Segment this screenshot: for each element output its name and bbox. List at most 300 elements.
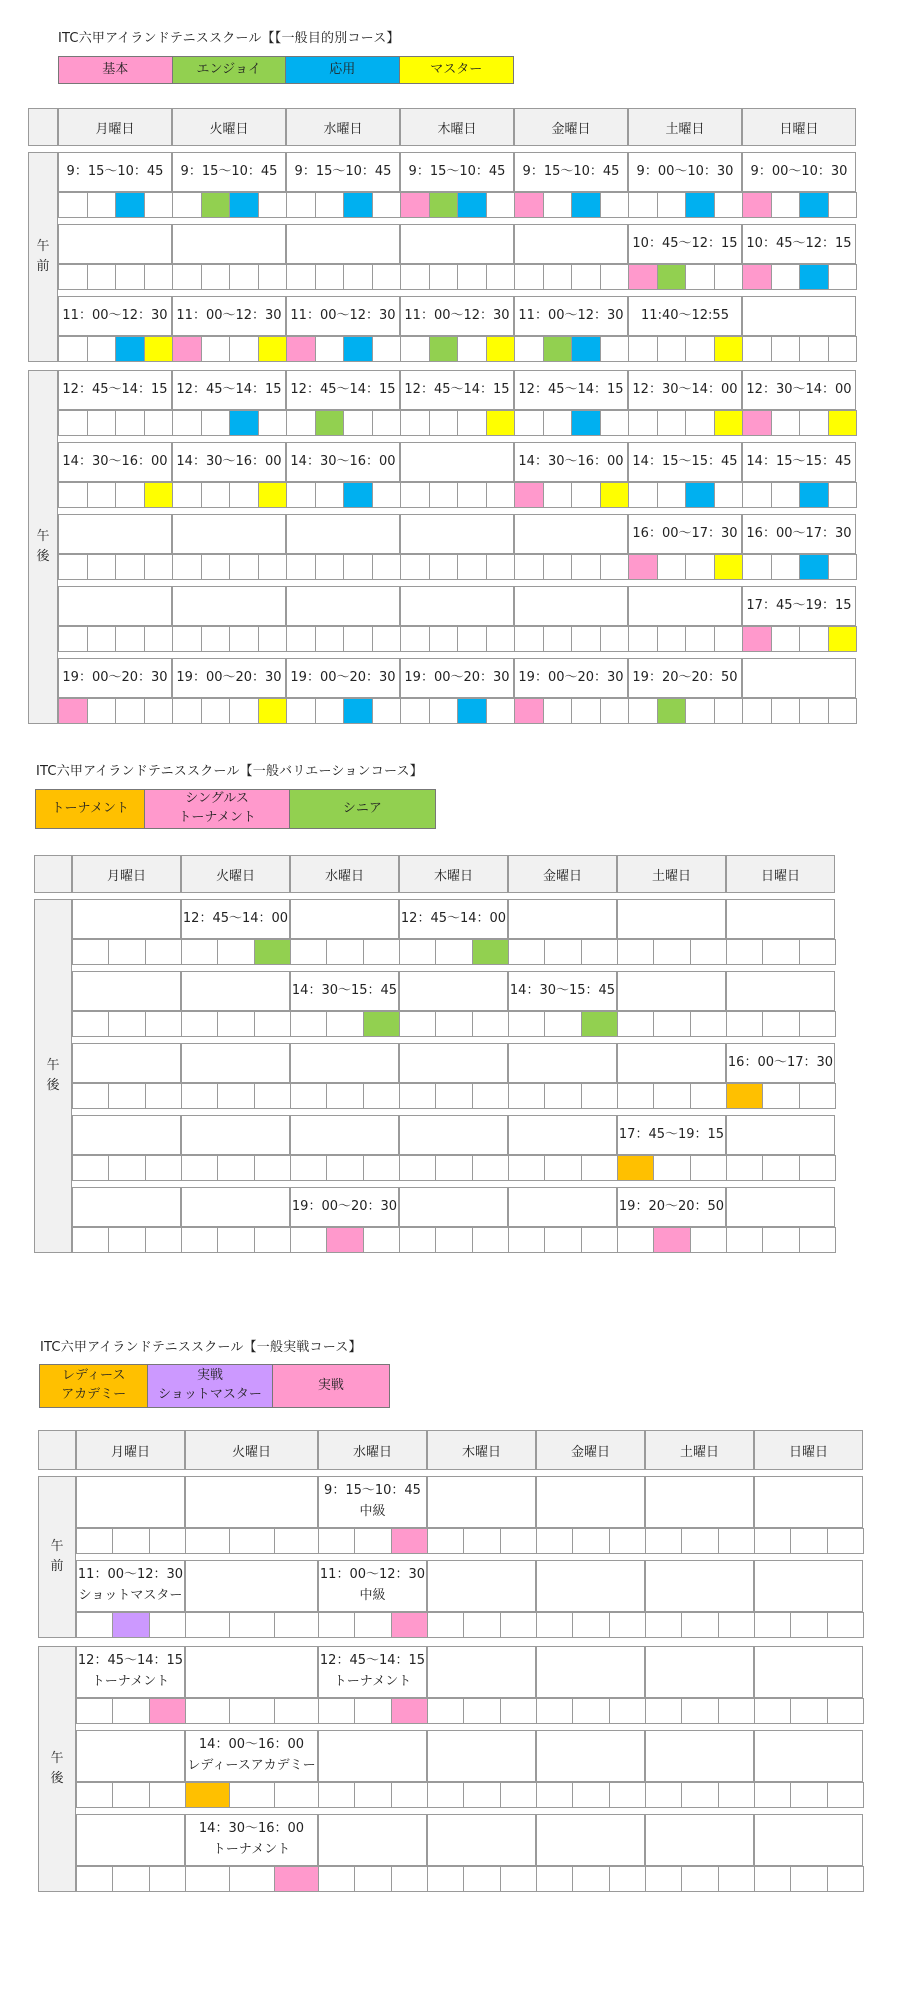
time-slot: 19：00〜20：30 [290, 1187, 399, 1227]
course-slot-empty [762, 1155, 799, 1181]
course-slot-empty [600, 554, 630, 580]
day-header: 木曜日 [399, 855, 508, 893]
course-slot-empty [217, 1083, 254, 1109]
course-slot-empty [571, 698, 601, 724]
time-slot [617, 899, 726, 939]
course-slot-empty [799, 1083, 836, 1109]
course-mark-ouyou [229, 410, 259, 436]
course-slot-empty [762, 1083, 799, 1109]
course-mark-kihon [628, 554, 658, 580]
course-slot-empty [315, 192, 345, 218]
course-mark-shot [112, 1612, 149, 1638]
course-slot-empty [144, 698, 174, 724]
time-slot [742, 658, 856, 698]
course-slot-empty [144, 410, 174, 436]
course-slot-empty [581, 1155, 618, 1181]
course-slot-empty [657, 336, 687, 362]
section-1-title: ITC六甲アイランドテニススクール【【一般目的別コース】 [58, 31, 400, 46]
course-slot-empty [354, 1612, 391, 1638]
course-slot-empty [286, 626, 316, 652]
time-slot [58, 224, 172, 264]
legend-master: マスター [400, 57, 514, 83]
course-slot-empty [514, 410, 544, 436]
time-slot [76, 1730, 185, 1782]
course-slot-empty [463, 1866, 500, 1892]
time-slot: 14：30〜16：00 [58, 442, 172, 482]
course-slot-empty [486, 626, 516, 652]
legend-ouyou: 応用 [286, 57, 400, 83]
time-slot [286, 514, 400, 554]
course-slot-empty [145, 1155, 182, 1181]
course-slot-empty [400, 264, 430, 290]
course-slot-empty [115, 698, 145, 724]
course-slot-empty [290, 1011, 327, 1037]
course-slot-empty [508, 1155, 545, 1181]
section-1-legend [58, 56, 514, 84]
course-slot-empty [771, 554, 801, 580]
course-slot-empty [500, 1528, 537, 1554]
course-slot-empty [657, 482, 687, 508]
time-slot: 12：45〜14：15 [514, 370, 628, 410]
course-slot-empty [400, 554, 430, 580]
course-mark-kihon [514, 698, 544, 724]
course-slot-empty [685, 410, 715, 436]
course-slot-empty [181, 1227, 218, 1253]
time-slot [185, 1476, 318, 1528]
course-mark-enjoy [201, 192, 231, 218]
time-slot [645, 1814, 754, 1866]
time-slot: 9：15〜10：45 [172, 152, 286, 192]
time-slot [754, 1730, 863, 1782]
course-slot-empty [726, 1155, 763, 1181]
course-slot-empty [827, 1782, 864, 1808]
course-slot-empty [258, 554, 288, 580]
course-slot-empty [108, 1227, 145, 1253]
course-slot-empty [343, 554, 373, 580]
course-slot-empty [429, 264, 459, 290]
course-mark-kihon [742, 192, 772, 218]
course-slot-empty [72, 1227, 109, 1253]
course-slot-empty [714, 264, 744, 290]
course-mark-enjoy [543, 336, 573, 362]
legend-senior: シニア [290, 790, 435, 828]
course-slot-empty [354, 1782, 391, 1808]
course-slot-empty [76, 1866, 113, 1892]
course-mark-master [486, 410, 516, 436]
course-mark-kihon [172, 336, 202, 362]
course-slot-empty [628, 482, 658, 508]
course-slot-empty [87, 698, 117, 724]
course-slot-empty [144, 626, 174, 652]
course-mark-ouyou [343, 698, 373, 724]
time-slot: 19：00〜20：30 [514, 658, 628, 698]
course-slot-empty [754, 1698, 791, 1724]
course-slot-empty [326, 1011, 363, 1037]
course-mark-ladies [185, 1782, 230, 1808]
time-slot [400, 586, 514, 626]
course-mark-kihon [400, 192, 430, 218]
course-slot-empty [258, 410, 288, 436]
time-slot: 19：00〜20：30 [400, 658, 514, 698]
time-slot: 9：15〜10：45 [400, 152, 514, 192]
course-slot-empty [372, 482, 402, 508]
time-slot [72, 899, 181, 939]
course-slot-empty [315, 336, 345, 362]
course-slot-empty [76, 1612, 113, 1638]
course-slot-empty [486, 698, 516, 724]
course-slot-empty [762, 1227, 799, 1253]
time-slot [427, 1476, 536, 1528]
course-slot-empty [544, 1011, 581, 1037]
period-label: 午 後 [34, 899, 72, 1253]
course-slot-empty [286, 264, 316, 290]
time-slot: 12：45〜14：15 [400, 370, 514, 410]
course-slot-empty [181, 1011, 218, 1037]
course-slot-empty [274, 1698, 319, 1724]
course-slot-empty [363, 1083, 400, 1109]
course-slot-empty [144, 192, 174, 218]
course-mark-kihon [514, 482, 544, 508]
course-mark-senior [254, 939, 291, 965]
course-mark-ouyou [457, 192, 487, 218]
course-slot-empty [343, 410, 373, 436]
course-slot-empty [600, 192, 630, 218]
course-mark-jissen [274, 1866, 319, 1892]
course-slot-empty [726, 1011, 763, 1037]
time-slot [172, 514, 286, 554]
course-slot-empty [508, 939, 545, 965]
course-slot-empty [500, 1612, 537, 1638]
course-mark-senior [581, 1011, 618, 1037]
course-slot-empty [790, 1866, 827, 1892]
time-slot: 11：00〜12：30 [58, 296, 172, 336]
course-slot-empty [754, 1782, 791, 1808]
time-slot [181, 1115, 290, 1155]
time-slot [726, 971, 835, 1011]
course-slot-empty [145, 939, 182, 965]
course-slot-empty [543, 410, 573, 436]
course-slot-empty [76, 1782, 113, 1808]
day-header: 日曜日 [754, 1430, 863, 1470]
course-slot-empty [201, 410, 231, 436]
course-slot-empty [718, 1528, 755, 1554]
course-slot-empty [457, 554, 487, 580]
time-slot: 17：45〜19：15 [617, 1115, 726, 1155]
course-slot-empty [457, 410, 487, 436]
course-mark-ouyou [343, 482, 373, 508]
course-slot-empty [543, 264, 573, 290]
day-header: 金曜日 [536, 1430, 645, 1470]
course-slot-empty [115, 626, 145, 652]
day-header: 金曜日 [514, 108, 628, 146]
time-slot: 17：45〜19：15 [742, 586, 856, 626]
course-slot-empty [149, 1612, 186, 1638]
course-slot-empty [543, 192, 573, 218]
course-slot-empty [315, 264, 345, 290]
course-slot-empty [799, 410, 829, 436]
course-slot-empty [286, 192, 316, 218]
course-slot-empty [108, 1011, 145, 1037]
time-slot [72, 1187, 181, 1227]
course-mark-ouyou [799, 192, 829, 218]
course-slot-empty [290, 1227, 327, 1253]
time-slot: 16：00〜17：30 [742, 514, 856, 554]
course-slot-empty [714, 698, 744, 724]
course-slot-empty [828, 264, 858, 290]
course-slot-empty [149, 1866, 186, 1892]
course-slot-empty [172, 698, 202, 724]
course-slot-empty [472, 1083, 509, 1109]
course-slot-empty [391, 1782, 428, 1808]
course-slot-empty [87, 336, 117, 362]
course-slot-empty [486, 264, 516, 290]
time-slot [427, 1730, 536, 1782]
time-slot [399, 971, 508, 1011]
course-slot-empty [544, 939, 581, 965]
course-slot-empty [87, 482, 117, 508]
course-slot-empty [363, 1155, 400, 1181]
course-slot-empty [229, 1866, 274, 1892]
course-slot-empty [318, 1528, 355, 1554]
course-slot-empty [201, 336, 231, 362]
course-slot-empty [326, 939, 363, 965]
course-slot-empty [799, 698, 829, 724]
course-slot-empty [463, 1782, 500, 1808]
course-slot-empty [274, 1782, 319, 1808]
course-mark-kihon [514, 192, 544, 218]
course-slot-empty [653, 939, 690, 965]
course-slot-empty [657, 192, 687, 218]
legend-tournament: トーナメント [36, 790, 145, 828]
day-header: 水曜日 [286, 108, 400, 146]
course-slot-empty [201, 482, 231, 508]
course-slot-empty [500, 1698, 537, 1724]
time-slot: 11：00〜12：30 ショットマスター [76, 1560, 185, 1612]
course-mark-master [714, 554, 744, 580]
legend-shot-master: 実戦 ショットマスター [148, 1365, 272, 1407]
course-slot-empty [514, 336, 544, 362]
course-slot-empty [399, 1011, 436, 1037]
course-slot-empty [617, 1227, 654, 1253]
period-label: 午 後 [38, 1646, 76, 1892]
course-slot-empty [112, 1698, 149, 1724]
course-slot-empty [286, 698, 316, 724]
course-slot-empty [600, 336, 630, 362]
course-slot-empty [681, 1612, 718, 1638]
course-slot-empty [799, 1155, 836, 1181]
course-mark-kihon [742, 626, 772, 652]
section-3-schedule-grid [38, 1430, 863, 1900]
course-slot-empty [115, 554, 145, 580]
time-slot [399, 1115, 508, 1155]
course-slot-empty [685, 698, 715, 724]
time-slot: 12：30〜14：00 [628, 370, 742, 410]
course-slot-empty [87, 626, 117, 652]
course-slot-empty [372, 698, 402, 724]
course-slot-empty [572, 1698, 609, 1724]
course-mark-ouyou [799, 554, 829, 580]
course-slot-empty [827, 1612, 864, 1638]
day-header: 木曜日 [400, 108, 514, 146]
course-slot-empty [286, 554, 316, 580]
course-slot-empty [799, 336, 829, 362]
course-slot-empty [508, 1011, 545, 1037]
course-slot-empty [400, 410, 430, 436]
course-slot-empty [315, 482, 345, 508]
course-mark-ouyou [685, 482, 715, 508]
course-slot-empty [681, 1782, 718, 1808]
time-slot [290, 1043, 399, 1083]
course-slot-empty [609, 1866, 646, 1892]
course-mark-master [714, 336, 744, 362]
course-mark-enjoy [657, 698, 687, 724]
time-slot [76, 1814, 185, 1866]
course-slot-empty [229, 264, 259, 290]
time-slot [400, 514, 514, 554]
course-slot-empty [290, 1155, 327, 1181]
course-mark-kihon [628, 264, 658, 290]
time-slot [536, 1646, 645, 1698]
time-slot [742, 296, 856, 336]
day-header: 土曜日 [617, 855, 726, 893]
course-slot-empty [508, 1227, 545, 1253]
course-mark-kihon [742, 410, 772, 436]
course-mark-master [144, 482, 174, 508]
course-slot-empty [790, 1528, 827, 1554]
course-slot-empty [463, 1612, 500, 1638]
course-slot-empty [754, 1866, 791, 1892]
course-slot-empty [290, 939, 327, 965]
course-slot-empty [457, 626, 487, 652]
course-slot-empty [514, 554, 544, 580]
course-slot-empty [58, 192, 88, 218]
course-slot-empty [58, 626, 88, 652]
day-header: 月曜日 [58, 108, 172, 146]
course-slot-empty [372, 336, 402, 362]
course-slot-empty [372, 410, 402, 436]
course-slot-empty [318, 1698, 355, 1724]
legend-singles-tournament: シングルス トーナメント [145, 790, 289, 828]
time-slot: 14：30〜16：00 [172, 442, 286, 482]
time-slot [400, 442, 514, 482]
course-slot-empty [274, 1612, 319, 1638]
time-slot [536, 1476, 645, 1528]
course-slot-empty [714, 482, 744, 508]
time-slot: 14：15〜15：45 [742, 442, 856, 482]
course-mark-master [258, 482, 288, 508]
course-slot-empty [354, 1528, 391, 1554]
header-corner [38, 1430, 76, 1470]
course-mark-ouyou [571, 336, 601, 362]
course-slot-empty [76, 1698, 113, 1724]
course-slot-empty [185, 1698, 230, 1724]
time-slot [72, 971, 181, 1011]
course-slot-empty [827, 1528, 864, 1554]
day-header: 水曜日 [318, 1430, 427, 1470]
course-mark-kihon [286, 336, 316, 362]
time-slot: 16：00〜17：30 [726, 1043, 835, 1083]
day-header: 月曜日 [72, 855, 181, 893]
course-slot-empty [690, 1227, 727, 1253]
section-3-title: ITC六甲アイランドテニススクール【一般実戦コース】 [40, 1340, 362, 1355]
day-header: 土曜日 [628, 108, 742, 146]
course-mark-ouyou [685, 192, 715, 218]
course-mark-ouyou [229, 192, 259, 218]
time-slot [427, 1560, 536, 1612]
course-slot-empty [429, 482, 459, 508]
day-header: 土曜日 [645, 1430, 754, 1470]
course-slot-empty [372, 192, 402, 218]
course-slot-empty [536, 1698, 573, 1724]
course-slot-empty [628, 336, 658, 362]
course-slot-empty [172, 626, 202, 652]
course-slot-empty [628, 192, 658, 218]
course-slot-empty [217, 1155, 254, 1181]
time-slot: 12：30〜14：00 [742, 370, 856, 410]
course-slot-empty [544, 1155, 581, 1181]
course-slot-empty [427, 1612, 464, 1638]
course-slot-empty [58, 336, 88, 362]
course-slot-empty [229, 1782, 274, 1808]
course-slot-empty [463, 1698, 500, 1724]
course-slot-empty [799, 939, 836, 965]
time-slot [645, 1730, 754, 1782]
course-slot-empty [185, 1866, 230, 1892]
course-slot-empty [76, 1528, 113, 1554]
course-slot-empty [657, 410, 687, 436]
course-slot-empty [742, 698, 772, 724]
time-slot: 9：15〜10：45 中級 [318, 1476, 427, 1528]
time-slot [181, 971, 290, 1011]
course-mark-ouyou [115, 336, 145, 362]
time-slot [172, 224, 286, 264]
time-slot [72, 1043, 181, 1083]
course-slot-empty [653, 1155, 690, 1181]
course-slot-empty [172, 264, 202, 290]
course-slot-empty [544, 1227, 581, 1253]
course-slot-empty [508, 1083, 545, 1109]
course-slot-empty [429, 554, 459, 580]
legend-jissen: 実戦 [273, 1365, 389, 1407]
time-slot [536, 1730, 645, 1782]
course-mark-enjoy [315, 410, 345, 436]
course-slot-empty [628, 698, 658, 724]
course-slot-empty [254, 1227, 291, 1253]
course-mark-master [600, 482, 630, 508]
course-slot-empty [628, 626, 658, 652]
time-slot [726, 1187, 835, 1227]
time-slot: 9：00〜10：30 [628, 152, 742, 192]
course-slot-empty [258, 192, 288, 218]
course-slot-empty [87, 264, 117, 290]
course-slot-empty [400, 626, 430, 652]
course-slot-empty [472, 1155, 509, 1181]
course-slot-empty [762, 939, 799, 965]
time-slot: 19：00〜20：30 [58, 658, 172, 698]
time-slot [726, 899, 835, 939]
course-slot-empty [486, 554, 516, 580]
time-slot: 10：45〜12：15 [628, 224, 742, 264]
time-slot: 11：00〜12：30 [514, 296, 628, 336]
course-slot-empty [201, 698, 231, 724]
course-slot-empty [600, 626, 630, 652]
day-header: 火曜日 [181, 855, 290, 893]
legend-enjoy: エンジョイ [173, 57, 287, 83]
course-slot-empty [58, 554, 88, 580]
time-slot [185, 1560, 318, 1612]
course-slot-empty [609, 1782, 646, 1808]
time-slot: 19：00〜20：30 [172, 658, 286, 698]
